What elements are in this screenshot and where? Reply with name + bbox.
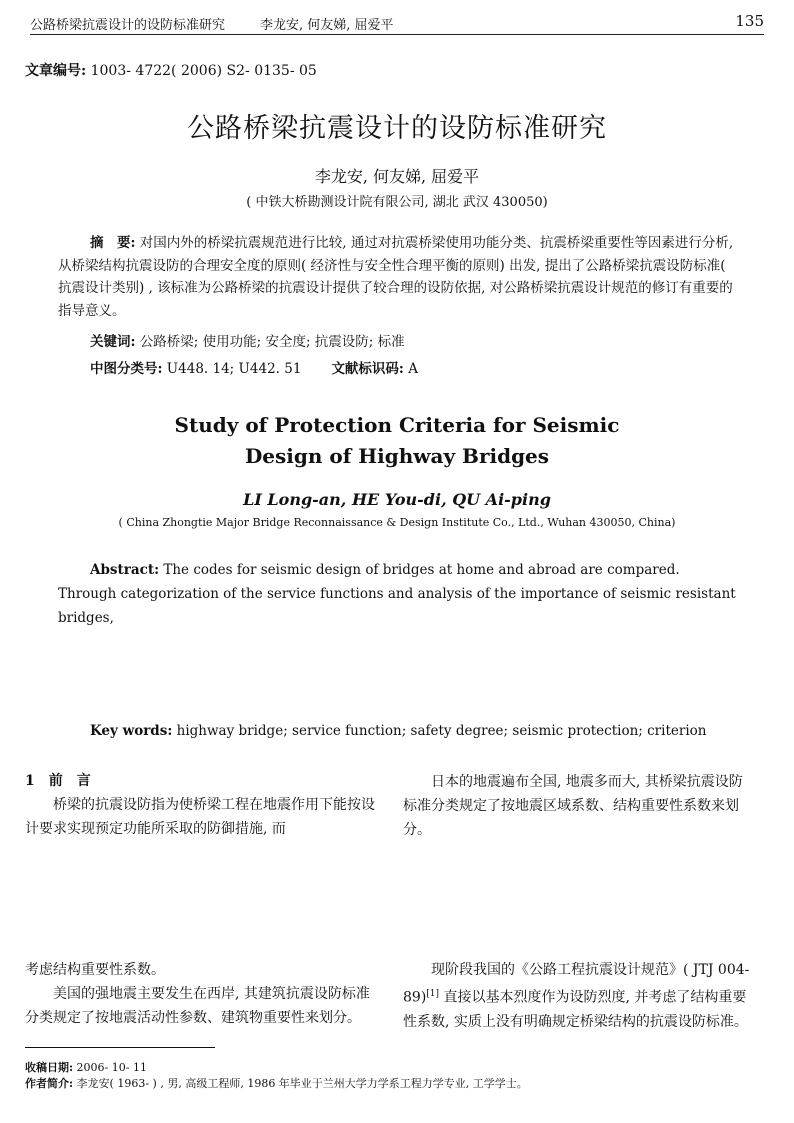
abstract-cn (58, 232, 740, 322)
footnote-author (25, 1075, 528, 1091)
keywords-en (90, 723, 706, 739)
header-journal-title: 公路桥梁抗震设计的设防标准研究 (30, 18, 226, 33)
abstract-cn-text: 对国内外的桥梁抗震规范进行比较, 通过对抗震桥梁使用功能分类、抗震桥梁重要性等因素进行分析, 从桥梁结构抗震设防的合理安全度的原则( 经济性与安全性合理平衡的原则) 出发, 提出了公路桥梁抗震设防标准( 抗震设计类别) , 该标准为公路桥梁的抗震设计提供了较合理的设防依据, 对公路桥梁抗震设计规范的修订有重要的指导意义。 (58, 235, 734, 319)
author-bio-label: 作者简介: (25, 1077, 74, 1090)
keywords-cn-label: 关键词: (90, 334, 136, 350)
body-paragraph: 日本的地震遍布全国, 地震多而大, 其桥梁抗震设防标准分类规定了按地震区域系数、结构重要性系数来划分。 (403, 774, 743, 838)
classification-cn (90, 357, 418, 377)
clc-label: 中图分类号: (90, 361, 163, 377)
body-column-left-top (25, 793, 375, 841)
footnote-divider (25, 1047, 215, 1048)
authors-en: LI Long-an, HE You-di, QU Ai-ping (243, 490, 551, 509)
body-paragraph: 美国的强地震主要发生在西岸, 其建筑抗震设防标准分类规定了按地震活动性参数、建筑物重要性来划分。 (25, 986, 370, 1026)
body-column-left-bottom (25, 958, 375, 1030)
body-column-right-bottom (403, 958, 753, 1034)
citation-ref: [1] (426, 989, 440, 999)
keywords-en-text: highway bridge; service function; safety degree; seismic protection; criterion (172, 723, 707, 739)
received-value: 2006- 10- 11 (73, 1061, 147, 1074)
paper-title-en (0, 410, 794, 472)
doc-code-value: A (403, 361, 418, 377)
clc-value: U448. 14; U442. 51 (162, 361, 302, 377)
doc-code-label: 文献标识码: (331, 361, 404, 377)
author-bio-value: 李龙安( 1963- ) , 男, 高级工程师, 1986 年毕业于兰州大学力学系工程力学专业, 工学学士。 (73, 1077, 528, 1090)
body-paragraph: 考虑结构重要性系数。 (25, 962, 165, 978)
header-authors: 李龙安, 何友娣, 屈爱平 (260, 18, 394, 33)
article-number-label: 文章编号: (25, 63, 87, 79)
footnote-received (25, 1059, 147, 1075)
abstract-en-label: Abstract: (90, 562, 160, 578)
abstract-cn-label: 摘 要: (90, 235, 136, 251)
body-text: 现阶段我国的《公路工程抗震设计规范》( JTJ 004- 89) (403, 962, 750, 1006)
keywords-cn-text: 公路桥梁; 使用功能; 安全度; 抗震设防; 标准 (135, 334, 405, 350)
article-number-value: 1003- 4722( 2006) S2- 0135- 05 (86, 63, 317, 79)
keywords-en-label: Key words: (90, 723, 173, 739)
affiliation-en: ( China Zhongtie Major Bridge Reconnaissance & Design Institute Co., Ltd., Wuhan 430050, China) (118, 516, 676, 529)
abstract-en (58, 558, 740, 630)
affiliation-cn: ( 中铁大桥勘测设计院有限公司, 湖北 武汉 430050) (246, 195, 548, 210)
keywords-cn (90, 330, 405, 350)
page-number: 135 (735, 12, 764, 30)
body-column-right-top (403, 770, 753, 842)
paper-title-cn: 公路桥梁抗震设计的设防标准研究 (187, 113, 607, 144)
paper-title-en-line2: Design of Highway Bridges (244, 444, 550, 468)
abstract-en-text: The codes for seismic design of bridges at home and abroad are compared. Through categorization of the service functions and analysis of the importance of seismic resistant bridges, (58, 562, 736, 626)
article-number (25, 60, 317, 80)
body-text: 直接以基本烈度作为设防烈度, 并考虑了结构重要性系数, 实质上没有明确规定桥梁结构的抗震设防标准。 (403, 989, 748, 1030)
paper-title-en-line1: Study of Protection Criteria for Seismic (174, 413, 620, 437)
authors-cn: 李龙安, 何友娣, 屈爱平 (314, 167, 480, 186)
received-label: 收稿日期: (25, 1061, 74, 1074)
body-paragraph: 桥梁的抗震设防指为使桥梁工程在地震作用下能按设计要求实现预定功能所采取的防御措施, 而 (25, 797, 375, 837)
body-paragraph (403, 958, 753, 1034)
running-header (30, 12, 764, 35)
section-heading: 1 前 言 (25, 773, 91, 789)
